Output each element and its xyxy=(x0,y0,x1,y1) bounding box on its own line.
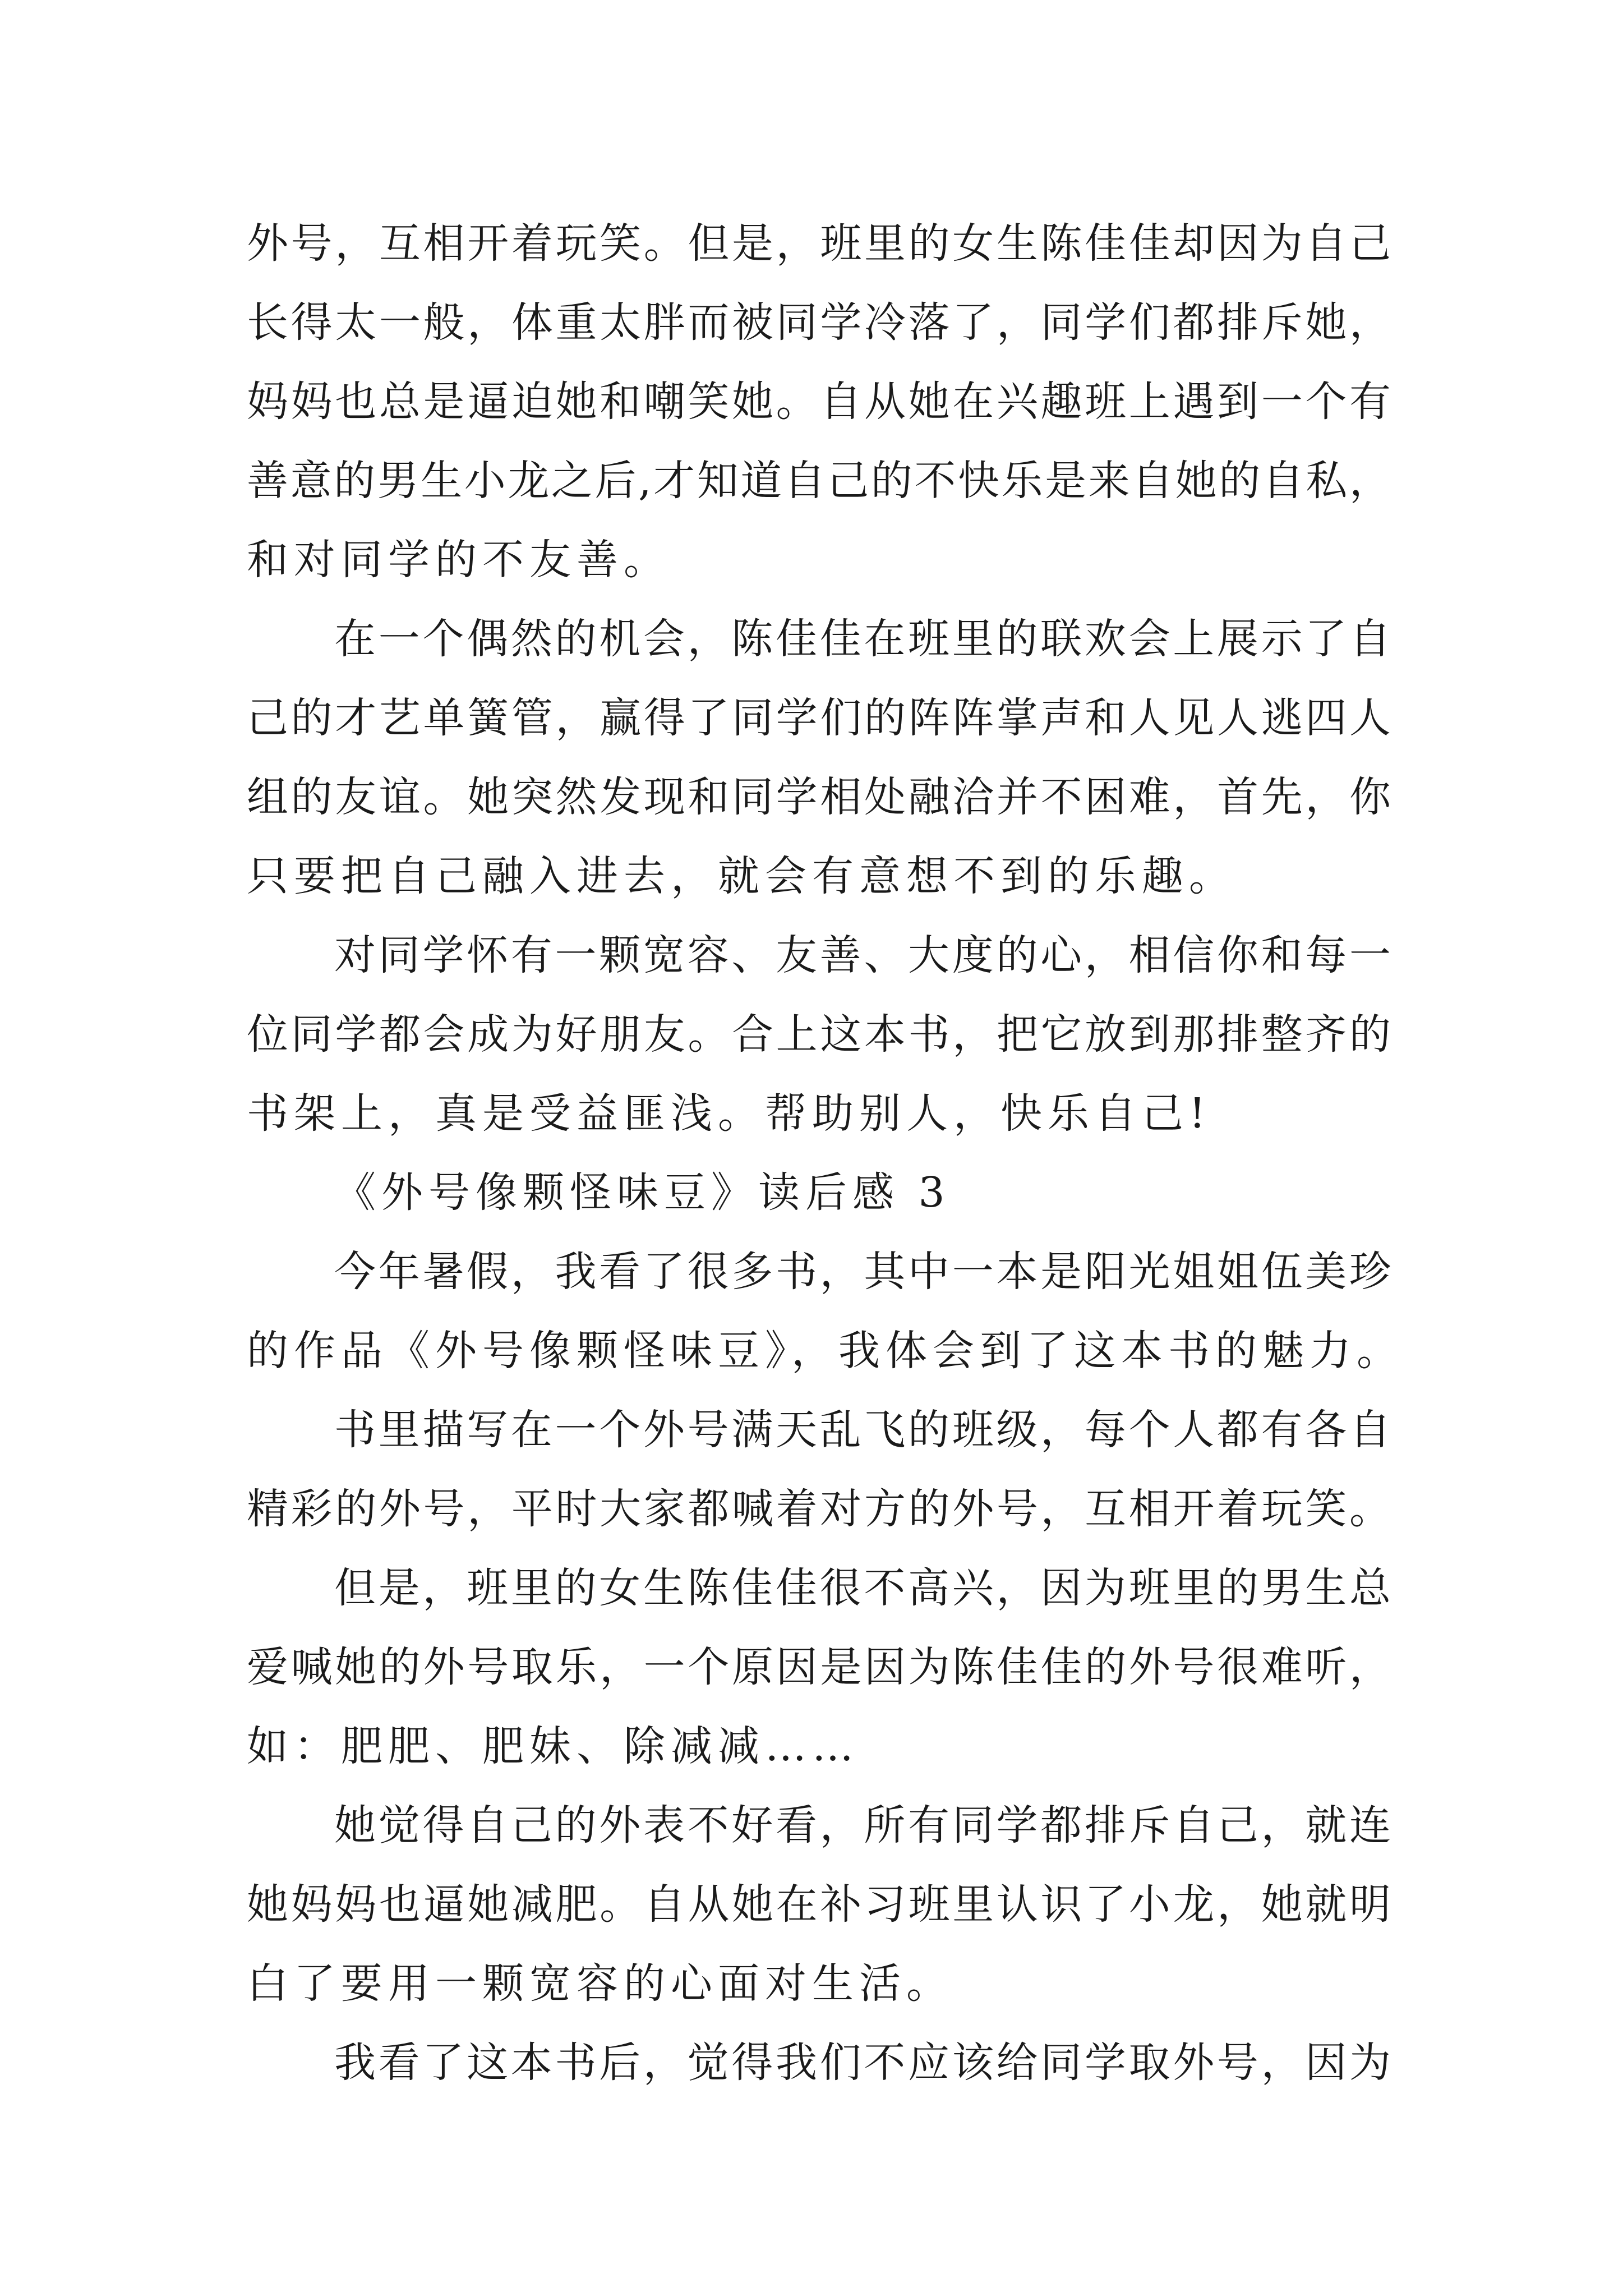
text-line: 位同学都会成为好朋友。合上这本书，把它放到那排整齐的 xyxy=(247,1010,1391,1059)
text-line: 爱喊她的外号取乐，一个原因是因为陈佳佳的外号很难听， xyxy=(247,1643,1391,1691)
text-line: 和对同学的不友善。 xyxy=(247,536,671,584)
text-line: 外号，互相开着玩笑。但是，班里的女生陈佳佳却因为自己 xyxy=(247,219,1391,268)
text-line: 精彩的外号，平时大家都喊着对方的外号，互相开着玩笑。 xyxy=(247,1485,1391,1533)
section-heading: 《外号像颗怪味豆》读后感 3 xyxy=(334,1168,951,1217)
text-line: 己的才艺单簧管，赢得了同学们的阵阵掌声和人见人逃四人 xyxy=(247,694,1391,742)
paragraph-first-line: 对同学怀有一颗宽容、友善、大度的心，相信你和每一 xyxy=(334,931,1391,979)
paragraph-first-line: 我看了这本书后，觉得我们不应该给同学取外号，因为 xyxy=(334,2039,1391,2087)
text-line: 组的友谊。她突然发现和同学相处融洽并不困难，首先，你 xyxy=(247,773,1391,821)
text-line: 白了要用一颗宽容的心面对生活。 xyxy=(247,1959,953,2008)
text-line: 如：肥肥、肥妹、除减减…… xyxy=(247,1722,859,1770)
text-line: 的作品《外号像颗怪味豆》，我体会到了这本书的魅力。 xyxy=(247,1327,1404,1375)
paragraph-first-line: 她觉得自己的外表不好看，所有同学都排斥自己，就连 xyxy=(334,1801,1391,1849)
text-line: 长得太一般，体重太胖而被同学冷落了，同学们都排斥她， xyxy=(247,298,1391,347)
text-line: 善意的男生小龙之后,才知道自己的不快乐是来自她的自私， xyxy=(247,457,1391,505)
paragraph-first-line: 在一个偶然的机会，陈佳佳在班里的联欢会上展示了自 xyxy=(334,615,1391,663)
paragraph-first-line: 但是，班里的女生陈佳佳很不高兴，因为班里的男生总 xyxy=(334,1564,1391,1612)
paragraph-first-line: 今年暑假，我看了很多书，其中一本是阳光姐姐伍美珍 xyxy=(334,1248,1391,1296)
text-line: 只要把自己融入进去，就会有意想不到的乐趣。 xyxy=(247,852,1236,900)
text-line: 妈妈也总是逼迫她和嘲笑她。自从她在兴趣班上遇到一个有 xyxy=(247,378,1391,426)
text-line: 书架上，真是受益匪浅。帮助别人，快乐自己! xyxy=(247,1089,1211,1138)
paragraph-first-line: 书里描写在一个外号满天乱飞的班级，每个人都有各自 xyxy=(334,1406,1391,1454)
text-line: 她妈妈也逼她减肥。自从她在补习班里认识了小龙，她就明 xyxy=(247,1880,1391,1929)
